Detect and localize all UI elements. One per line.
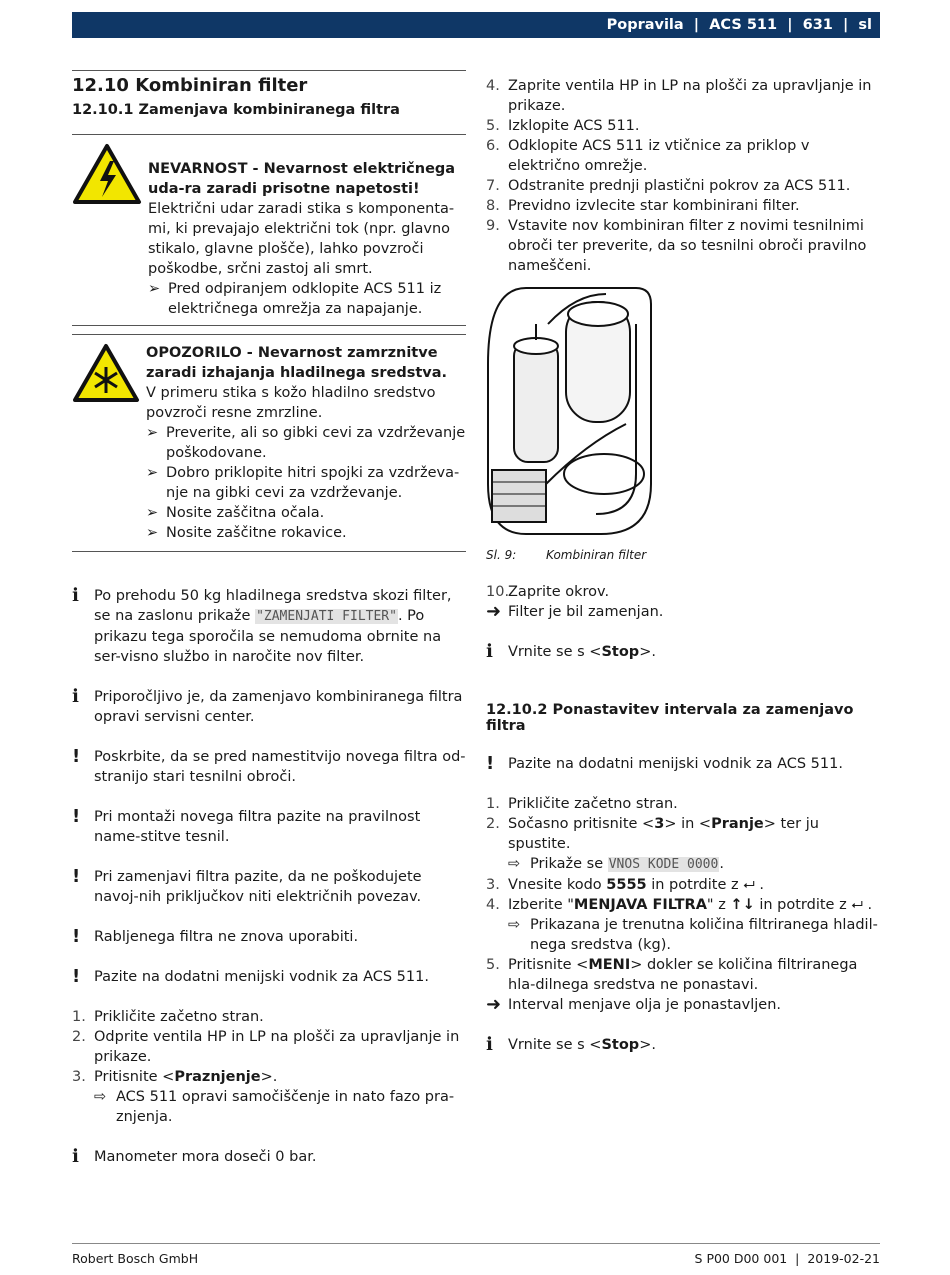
footer-info: S P00 D00 001 | 2019-02-21 bbox=[694, 1251, 880, 1266]
info-icon: ℹ bbox=[486, 641, 493, 662]
info-note bbox=[72, 687, 466, 727]
warning-text: V primeru stika s kožo hladilno sredstvo povzroči resne zmrzline. bbox=[146, 385, 436, 421]
note-text: Priporočljivo je, da zamenjavo kombiniranega filtra opravi servisni center. bbox=[94, 689, 463, 725]
footer-date: 2019-02-21 bbox=[807, 1251, 880, 1266]
note-text: Pri zamenjavi filtra pazite, da ne poškodujete navoj-nih priključkov niti električnih povezav. bbox=[94, 869, 422, 905]
subsection-title: 12.10.1 Zamenjava kombiniranega filtra bbox=[72, 102, 400, 118]
warning-box bbox=[72, 335, 466, 549]
attention-note bbox=[72, 747, 466, 787]
exclamation-icon: ! bbox=[72, 966, 81, 987]
result-arrow-icon: ➜ bbox=[486, 601, 502, 622]
note-text: Manometer mora doseči 0 bar. bbox=[94, 1149, 317, 1165]
header-page: 631 bbox=[802, 17, 833, 33]
danger-text: Električni udar zaradi stika s komponenta-mi, ki prevajajo električni tok (npr. glavno stikalo, glavne plošče), lahko povzroči poškodbe, srčni zastoj ali smrt. bbox=[148, 201, 455, 277]
step-item: 1. Prikličite začetno stran. bbox=[486, 796, 678, 812]
arrow-down-icon: ↓ bbox=[742, 897, 755, 913]
steps-list bbox=[486, 875, 880, 915]
danger-action: Pred odpiranjem odklopite ACS 511 iz električnega omrežja za napajanje. bbox=[168, 281, 442, 317]
note-text: Pazite na dodatni menijski vodnik za ACS 511. bbox=[94, 969, 429, 985]
result-arrow-icon: ⇨ bbox=[508, 917, 521, 933]
footer-divider bbox=[72, 1243, 880, 1244]
enter-key-icon: ⮠ bbox=[743, 877, 755, 893]
steps-list bbox=[486, 582, 880, 602]
step-result: ⇨ ACS 511 opravi samočiščenje in nato fazo pra-znjenja. bbox=[94, 1089, 455, 1125]
result-line: ➜ Interval menjave olja je ponastavljen. bbox=[486, 994, 782, 1015]
steps-list bbox=[486, 794, 880, 854]
divider bbox=[72, 551, 466, 552]
result-arrow-icon: ⇨ bbox=[94, 1089, 107, 1105]
info-note: ℹ Vrnite se s <Stop>. bbox=[486, 641, 656, 662]
step-item: 8. Previdno izvlecite star kombinirani filter. bbox=[486, 198, 800, 214]
header-section: Popravila bbox=[606, 17, 684, 33]
header-product: ACS 511 bbox=[709, 17, 778, 33]
header-lang: sl bbox=[858, 17, 872, 33]
display-message: "ZAMENJATI FILTER" bbox=[256, 609, 397, 624]
info-note: ℹ Vrnite se s <Stop>. bbox=[486, 1034, 656, 1055]
result-arrow-icon: ➜ bbox=[486, 994, 502, 1015]
section-title: 12.10 Kombiniran filter bbox=[72, 75, 308, 96]
exclamation-icon: ! bbox=[72, 926, 81, 947]
step-item: 5. Pritisnite <MENI> dokler se količina filtriranega hla-dilnega sredstva ne ponastavi. bbox=[486, 957, 858, 993]
danger-title: NEVARNOST - Nevarnost električnega uda-ra zaradi prisotne napetosti! bbox=[148, 161, 456, 197]
exclamation-icon: ! bbox=[72, 866, 81, 887]
exclamation-icon: ! bbox=[486, 753, 495, 774]
step-item: 2. Odprite ventila HP in LP na plošči za upravljanje in prikaze. bbox=[72, 1029, 460, 1065]
electric-hazard-icon bbox=[72, 143, 148, 319]
warning-title: OPOZORILO - Nevarnost zamrznitve zaradi izhajanja hladilnega sredstva. bbox=[146, 345, 448, 381]
step-item: 9. Vstavite nov kombiniran filter z novimi tesnilnimi obroči ter preverite, da so tesnilni obroči pravilno nameščeni. bbox=[486, 218, 867, 274]
step-item: 1. Prikličite začetno stran. bbox=[72, 1009, 264, 1025]
step-item: 7. Odstranite prednji plastični pokrov za ACS 511. bbox=[486, 178, 851, 194]
result-line: ➜ Filter je bil zamenjan. bbox=[486, 601, 664, 622]
attention-note bbox=[72, 967, 466, 987]
footer-docno: S P00 D00 001 bbox=[694, 1251, 788, 1266]
info-icon: ℹ bbox=[72, 585, 79, 606]
step-item: 4. Zaprite ventila HP in LP na plošči za upravljanje in prikaze. bbox=[486, 78, 872, 114]
note-text: . Po prikazu tega sporočila se nemudoma obrnite na ser-visno službo in naročite nov filter. bbox=[94, 608, 442, 665]
note-text: Po prehodu 50 kg hladilnega sredstva skozi filter, se na zaslonu prikaže bbox=[94, 588, 452, 624]
step-item: 5. Izklopite ACS 511. bbox=[486, 118, 640, 134]
step-item: 2. Sočasno pritisnite <3> in <Pranje> ter ju spustite. bbox=[486, 816, 819, 852]
result-arrow-icon: ⇨ bbox=[508, 856, 521, 872]
steps-list bbox=[72, 1007, 466, 1087]
subsection-title: 12.10.2 Ponastavitev intervala za zamenjavo filtra bbox=[486, 702, 854, 734]
note-text: Poskrbite, da se pred namestitvijo novega filtra od-stranijo stari tesnilni obroči. bbox=[94, 749, 466, 785]
exclamation-icon: ! bbox=[72, 806, 81, 827]
warning-action: Preverite, ali so gibki cevi za vzdrževanje poškodovane. bbox=[166, 425, 466, 461]
note-text: Pri montaži novega filtra pazite na pravilnost name-stitve tesnil. bbox=[94, 809, 421, 845]
step-result: ⇨ Prikaže se VNOS KODE 0000. bbox=[486, 854, 880, 875]
freezing-hazard-icon bbox=[72, 343, 146, 543]
info-note bbox=[72, 1147, 466, 1167]
info-icon: ℹ bbox=[72, 1146, 79, 1167]
action-arrow-icon: ➢ bbox=[148, 281, 161, 297]
enter-key-icon: ⮠ bbox=[851, 897, 863, 913]
attention-note bbox=[72, 867, 466, 907]
footer-company: Robert Bosch GmbH bbox=[72, 1251, 199, 1266]
action-arrow-icon: ➢ bbox=[146, 465, 159, 481]
step-result: ⇨ Prikazana je trenutna količina filtriranega hladil-nega sredstva (kg). bbox=[508, 917, 878, 953]
warning-action: Nosite zaščitna očala. bbox=[166, 505, 325, 521]
divider bbox=[72, 70, 466, 71]
steps-list bbox=[486, 76, 880, 276]
info-icon: ℹ bbox=[486, 1034, 493, 1055]
action-arrow-icon: ➢ bbox=[146, 505, 159, 521]
step-item: 4. Izberite "MENJAVA FILTRA" z ↑↓ in potrdite z ⮠ . bbox=[486, 897, 873, 913]
info-icon: ℹ bbox=[72, 686, 79, 707]
danger-box bbox=[72, 135, 466, 325]
action-arrow-icon: ➢ bbox=[146, 425, 159, 441]
left-column bbox=[72, 70, 466, 1167]
right-column bbox=[486, 76, 880, 1055]
action-arrow-icon: ➢ bbox=[146, 525, 159, 541]
attention-note bbox=[72, 807, 466, 847]
display-message: VNOS KODE 0000 bbox=[608, 857, 719, 872]
note-text: Rabljenega filtra ne znova uporabiti. bbox=[94, 929, 359, 945]
warning-action: Dobro priklopite hitri spojki za vzdrževa-nje na gibki cevi za vzdrževanje. bbox=[166, 465, 460, 501]
arrow-up-icon: ↑ bbox=[730, 897, 743, 913]
exclamation-icon: ! bbox=[72, 746, 81, 767]
attention-note bbox=[72, 927, 466, 947]
steps-list bbox=[486, 955, 880, 995]
warning-action: Nosite zaščitne rokavice. bbox=[166, 525, 347, 541]
step-item: 3. Vnesite kodo 5555 in potrdite z ⮠ . bbox=[486, 877, 765, 893]
divider bbox=[72, 325, 466, 326]
attention-note bbox=[486, 754, 880, 774]
note-text: Pazite na dodatni menijski vodnik za ACS 511. bbox=[508, 756, 843, 772]
filter-illustration bbox=[486, 284, 880, 542]
step-item: 3. Pritisnite <Praznjenje>. bbox=[72, 1069, 278, 1085]
info-note bbox=[72, 586, 466, 667]
step-item: 10. Zaprite okrov. bbox=[486, 584, 610, 600]
figure-caption: Sl. 9: Kombiniran filter bbox=[486, 548, 647, 562]
step-item: 6. Odklopite ACS 511 iz vtičnice za priklop v električno omrežje. bbox=[486, 138, 810, 174]
page-header-bar: Popravila | ACS 511 | 631 | sl bbox=[72, 12, 880, 38]
